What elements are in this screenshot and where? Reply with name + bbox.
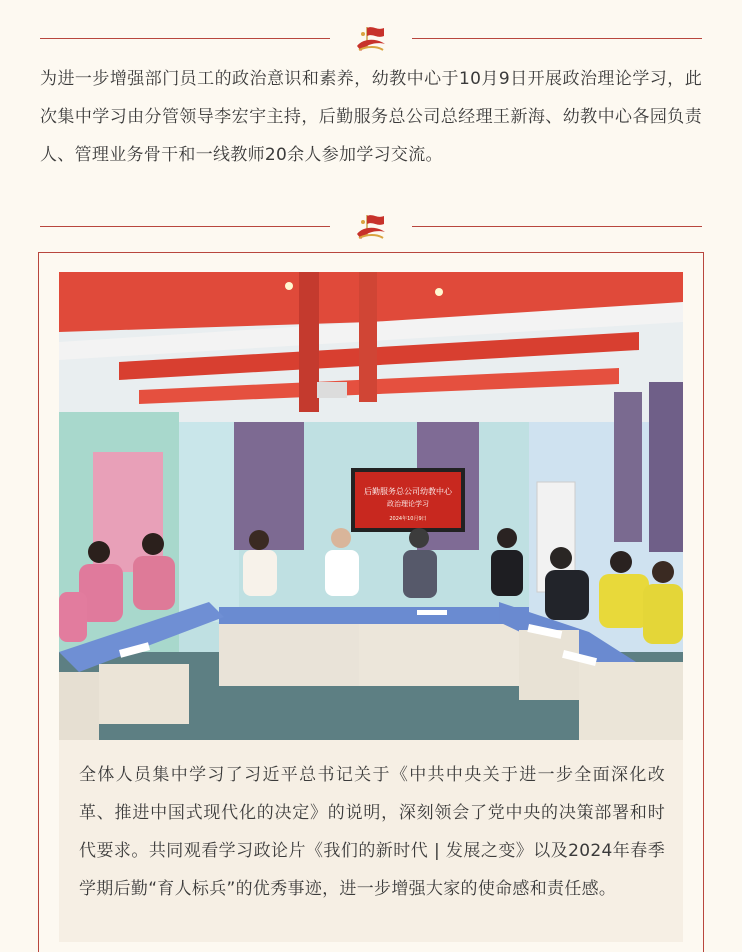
divider-line xyxy=(40,38,330,39)
divider-line xyxy=(412,38,702,39)
intro-paragraph: 为进一步增强部门员工的政治意识和素养，幼教中心于10月9日开展政治理论学习，此次集中学习由分管领导李宏宇主持，后勤服务总公司总经理王新海、幼教中心各园负责人、管理业务骨干和一线教师20余人参加学习交流。 xyxy=(40,69,702,165)
screen-title-line2: 政治理论学习 xyxy=(387,500,429,508)
divider-line xyxy=(412,226,702,227)
divider-middle xyxy=(40,212,702,242)
flag-emblem-icon xyxy=(353,212,389,242)
screen-date: 2024年10月9日 xyxy=(389,516,427,522)
meeting-photo xyxy=(59,272,683,740)
photo-caption: 全体人员集中学习了习近平总书记关于《中共中央关于进一步全面深化改革、推进中国式现代化的决定》的说明，深刻领会了党中央的决策部署和时代要求。共同观看学习政论片《我们的新时代 | 发展之变》以及2024年春季学期后勤“育人标兵”的优秀事迹，进一步增强大家的使命感和责任感。 xyxy=(59,740,683,942)
flag-emblem-icon xyxy=(353,24,389,54)
divider-line xyxy=(40,226,330,227)
divider-top xyxy=(40,24,702,54)
screen-title-line1: 后勤服务总公司幼教中心 xyxy=(364,487,452,496)
meeting-room-illustration xyxy=(59,272,683,740)
